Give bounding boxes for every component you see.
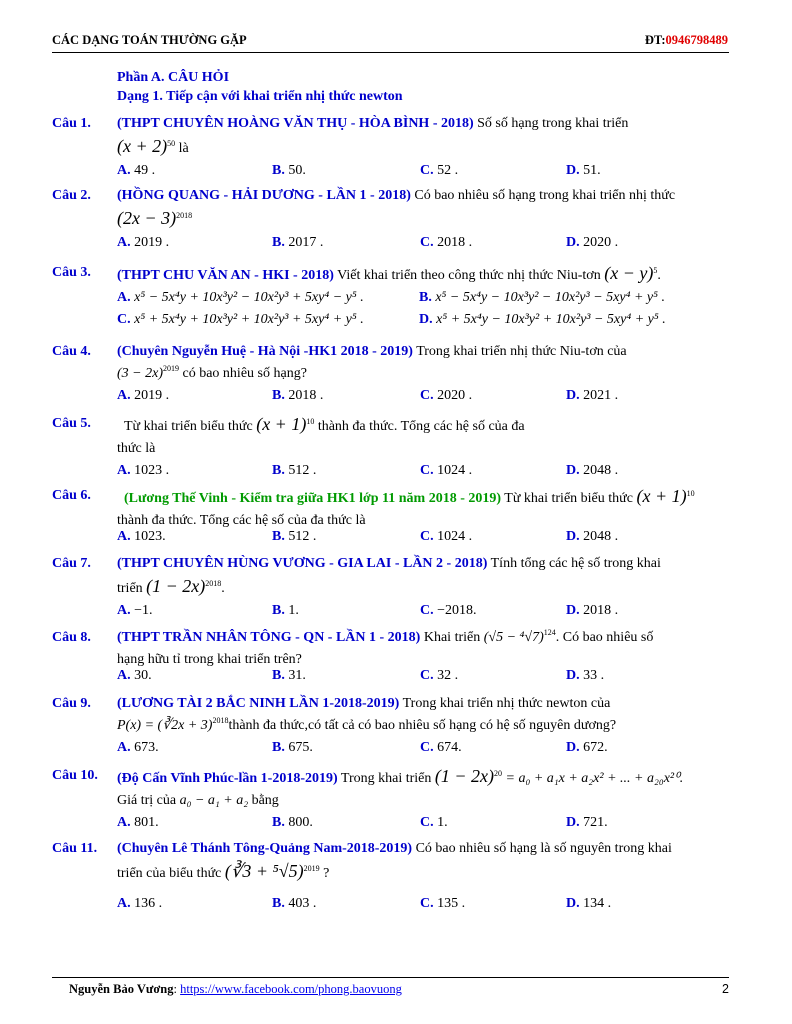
question-expression: (x + 1) <box>636 486 687 506</box>
question-text: (Chuyên Nguyễn Huệ - Hà Nội -HK1 2018 - 2019) Trong khai triển nhị thức Niu-tơn của $(3 - 2x)^{2019}$ có bao nhiêu số hạng? <box>117 344 627 381</box>
question-text: (Chuyên Lê Thánh Tông-Quảng Nam-2018-2019) Có bao nhiêu số hạng là số nguyên trong khai triển của biểu thức (∛3 + ⁵√5)$^{2019}$ ? <box>117 841 672 881</box>
question-expression: (1 − 2x) <box>434 766 495 786</box>
question-7 <box>52 553 728 622</box>
answer-options-row2 <box>117 309 728 331</box>
answer-options <box>117 600 728 622</box>
answer-options <box>117 737 728 759</box>
question-3 <box>52 262 728 331</box>
option-d[interactable]: D. 51. <box>566 163 601 178</box>
option-b[interactable]: B. 31. <box>272 668 306 683</box>
option-a[interactable]: A. 30. <box>117 668 152 683</box>
question-text: (THPT CHUYÊN HOÀNG VĂN THỤ - HÒA BÌNH - 2018) Số số hạng trong khai triển $(x + 2)^{50}$ là <box>117 116 629 156</box>
option-d[interactable]: D. 2048 . <box>566 463 619 478</box>
question-2 <box>52 185 728 254</box>
option-d[interactable]: D. 2021 . <box>566 388 619 403</box>
option-a[interactable]: A. −1. <box>117 603 153 618</box>
page-number: 2 <box>722 982 729 996</box>
question-expression: (x + 2) <box>117 136 168 156</box>
question-9 <box>52 693 728 759</box>
option-a[interactable]: A. 801. <box>117 815 159 830</box>
question-text: Từ khai triển biểu thức $(x + 1)^{10}$ thành đa thức. Tổng các hệ số của đa thức là <box>117 414 525 456</box>
option-c[interactable]: C. 52 . <box>420 163 459 178</box>
question-expression: (1 − 2x) <box>146 576 206 596</box>
question-8 <box>52 627 728 687</box>
option-a[interactable]: A. 1023 . <box>117 463 170 478</box>
answer-options <box>117 287 728 309</box>
question-expression: (∛3 + ⁵√5) <box>224 861 304 881</box>
answer-options <box>117 232 728 254</box>
option-d[interactable]: D. 33 . <box>566 668 605 683</box>
option-c[interactable]: C. 1024 . <box>420 463 473 478</box>
option-d[interactable]: D. 134 . <box>566 896 612 911</box>
option-a[interactable]: A. 136 . <box>117 896 163 911</box>
option-b[interactable]: B. 403 . <box>272 896 317 911</box>
option-c[interactable]: C. 674. <box>420 740 462 755</box>
option-d[interactable]: D. 2048 . <box>566 529 619 544</box>
footer-author: Nguyễn Bảo Vương <box>69 982 174 996</box>
option-c[interactable]: C. −2018. <box>420 603 477 618</box>
question-text: (THPT CHU VĂN AN - HKI - 2018) Viết khai triển theo công thức nhị thức Niu-tơn $(x - y)^5$. <box>117 263 661 283</box>
option-a[interactable]: A. 2019 . <box>117 235 170 250</box>
option-c[interactable]: C. 135 . <box>420 896 466 911</box>
question-text: (THPT TRẦN NHÂN TÔNG - QN - LẦN 1 - 2018) Khai triển $(√5 - ^4√7)^{124}$. Có bao nhiêu số hạng hữu tỉ trong khai triển trên? <box>117 628 654 667</box>
question-text: (HỒNG QUANG - HẢI DƯƠNG - LẦN 1 - 2018) Có bao nhiêu số hạng trong khai triển nhị thức $(2x - 3)^{2018}$ <box>117 188 676 228</box>
question-expression: P(x) = (∛2x + 3) <box>117 718 213 733</box>
page-footer: Nguyễn Bảo Vương: https://www.facebook.com/phong.baovuong 2 <box>69 982 729 996</box>
option-b[interactable]: B. 50. <box>272 163 306 178</box>
option-d[interactable]: D. 2020 . <box>566 235 619 250</box>
question-text: (LƯƠNG TÀI 2 BẮC NINH LẦN 1-2018-2019) Trong khai triển nhị thức newton của P(x) = (∛2x + 3)$^{2018}$thành đa thức,có tất cả có bao nhiêu số hạng có hệ số nguyên dương? <box>117 696 617 733</box>
option-b[interactable]: B. 800. <box>272 815 313 830</box>
answer-options <box>117 665 728 687</box>
question-1 <box>52 113 728 182</box>
option-b[interactable]: B. 1. <box>272 603 299 618</box>
header-rule <box>52 52 729 53</box>
option-b[interactable]: B. 2017 . <box>272 235 324 250</box>
question-6 <box>52 485 728 548</box>
question-4 <box>52 341 728 407</box>
option-c[interactable]: C. 32 . <box>420 668 459 683</box>
option-b[interactable]: B. 675. <box>272 740 313 755</box>
question-expression: (x − y) <box>604 263 654 283</box>
question-text: (Lương Thế Vinh - Kiểm tra giữa HK1 lớp 11 năm 2018 - 2019) Từ khai triển biểu thức $(x + 1)^{10}$ thành đa thức. Tổng các hệ số của đa thức là <box>117 486 695 528</box>
answer-options <box>117 893 728 915</box>
option-a[interactable]: A. x⁵ − 5x⁴y + 10x³y² − 10x²y³ + 5xy⁴ − y⁵ . <box>117 290 364 305</box>
question-expression: (3 − 2x) <box>117 366 163 381</box>
header-title: CÁC DẠNG TOÁN THƯỜNG GẶP <box>52 33 247 47</box>
option-b[interactable]: B. 2018 . <box>272 388 324 403</box>
answer-options <box>117 526 728 548</box>
option-a[interactable]: A. 49 . <box>117 163 156 178</box>
option-a[interactable]: A. 1023. <box>117 529 166 544</box>
question-11 <box>52 838 728 915</box>
question-10 <box>52 765 728 834</box>
question-expression: (√5 − ⁴√7) <box>483 630 544 645</box>
question-number: Câu 2. <box>52 188 91 203</box>
question-number: Câu 1. <box>52 116 91 131</box>
header-phone: ĐT:0946798489 <box>644 33 728 47</box>
question-expression-2: a₀ − a₁ + a₂ <box>179 793 249 808</box>
option-c[interactable]: C. 2018 . <box>420 235 473 250</box>
question-number: Câu 7. <box>52 556 91 571</box>
option-d[interactable]: D. 2018 . <box>566 603 619 618</box>
question-5 <box>52 413 728 482</box>
option-b[interactable]: B. 512 . <box>272 529 317 544</box>
question-number: Câu 11. <box>52 841 98 856</box>
option-d[interactable]: D. 721. <box>566 815 608 830</box>
question-number: Câu 10. <box>52 768 98 783</box>
question-number: Câu 5. <box>52 416 91 431</box>
question-number: Câu 6. <box>52 488 91 503</box>
footer-facebook-link[interactable]: https://www.facebook.com/phong.baovuong <box>180 982 402 996</box>
section-part: Phần A. CÂU HỎI <box>117 70 230 85</box>
option-c[interactable]: C. 1. <box>420 815 448 830</box>
question-text: (Độ Cấn Vĩnh Phúc-lần 1-2018-2019) Trong khai triển $(1 - 2x)^{20} = a_0 + a_1x + a_2x^2$ + ... + a₂₀x²⁰. Giá trị của a₀ − a₁ + a₂ bằng <box>117 766 684 808</box>
option-a[interactable]: A. 673. <box>117 740 159 755</box>
question-expression: (2x − 3) <box>117 208 177 228</box>
question-number: Câu 3. <box>52 265 91 280</box>
option-d[interactable]: D. x⁵ + 5x⁴y − 10x³y² + 10x²y³ − 5xy⁴ + y⁵ . <box>419 312 666 327</box>
page-header <box>52 33 728 53</box>
answer-options <box>117 385 728 407</box>
question-number: Câu 8. <box>52 630 91 645</box>
option-d[interactable]: D. 672. <box>566 740 608 755</box>
option-c[interactable]: C. 2020 . <box>420 388 473 403</box>
option-b[interactable]: B. 512 . <box>272 463 317 478</box>
answer-options <box>117 812 728 834</box>
question-number: Câu 9. <box>52 696 91 711</box>
question-text: (THPT CHUYÊN HÙNG VƯƠNG - GIA LAI - LẦN 2 - 2018) Tính tổng các hệ số trong khai triển $(1 - 2x)^{2018}$. <box>117 556 661 596</box>
footer-rule <box>52 977 729 978</box>
option-b[interactable]: B. x⁵ − 5x⁴y − 10x³y² − 10x²y³ − 5xy⁴ + y⁵ . <box>419 290 665 305</box>
question-expression: (x + 1) <box>256 414 307 434</box>
answer-options <box>117 160 728 182</box>
option-c[interactable]: C. x⁵ + 5x⁴y + 10x³y² + 10x²y³ + 5xy⁴ + y⁵ . <box>117 312 364 327</box>
answer-options <box>117 460 728 482</box>
option-a[interactable]: A. 2019 . <box>117 388 170 403</box>
section-topic: Dạng 1. Tiếp cận với khai triển nhị thức newton <box>117 89 403 104</box>
question-number: Câu 4. <box>52 344 91 359</box>
option-c[interactable]: C. 1024 . <box>420 529 473 544</box>
